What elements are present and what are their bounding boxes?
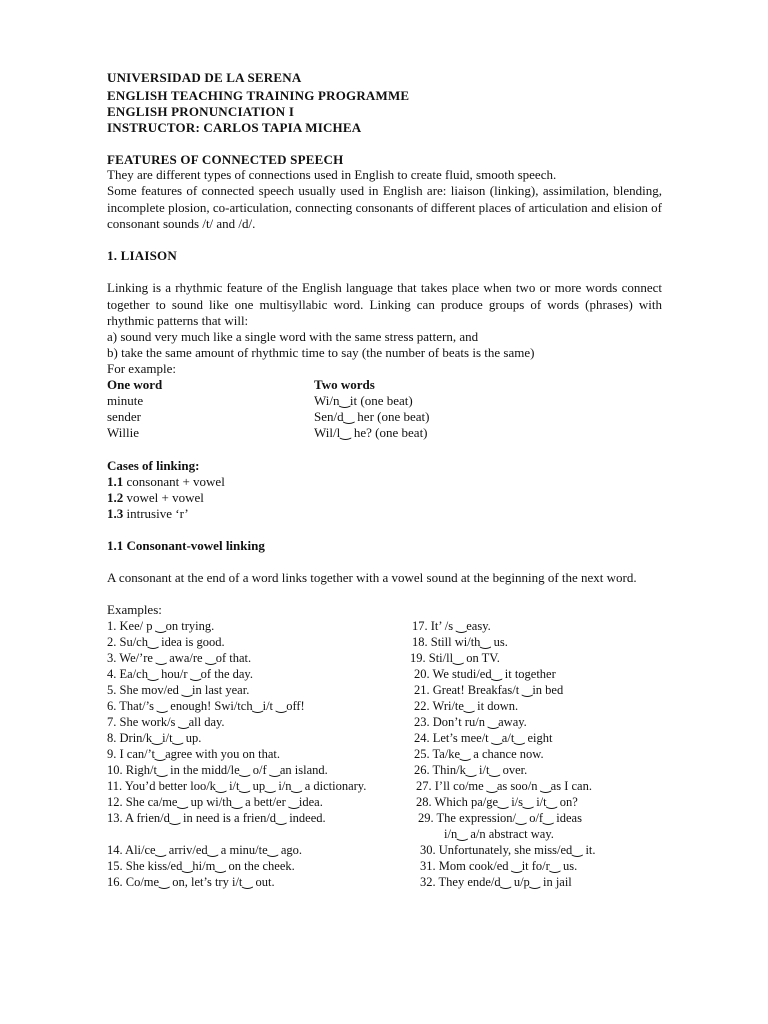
example-item: 11. You’d better loo/k‿ i/t‿ up‿ i/n‿ a dictionary. — [107, 779, 367, 793]
example-item: 3. We/’re ‿ awa/re ‿of that. — [107, 651, 252, 665]
example-item: 13. A frien/d‿ in need is a frien/d‿ indeed. — [107, 811, 326, 825]
two-words-cell: Sen/d‿ her (one beat) — [314, 409, 430, 424]
example-item: 2. Su/ch‿ idea is good. — [107, 635, 225, 649]
example-item: 18. Still wi/th‿ us. — [412, 635, 508, 649]
liaison-item-b: b) take the same amount of rhythmic time to say (the number of beats is the same) — [107, 345, 535, 360]
instructor-name: INSTRUCTOR: CARLOS TAPIA MICHEA — [107, 120, 362, 135]
example-item: 16. Co/me‿ on, let’s try i/t‿ out. — [107, 875, 275, 889]
example-item: 24. Let’s mee/t ‿a/t‿ eight — [414, 731, 553, 745]
case-text: consonant + vowel — [123, 474, 225, 489]
case-item — [107, 490, 204, 506]
example-item: 27. I’ll co/me ‿as soo/n ‿as I can. — [416, 779, 592, 793]
case-number: 1.1 — [107, 474, 124, 489]
cv-description: A consonant at the end of a word links together with a vowel sound at the beginning of the next word. — [107, 570, 637, 585]
cv-heading: 1.1 Consonant-vowel linking — [107, 538, 265, 553]
liaison-heading: 1. LIAISON — [107, 248, 177, 263]
example-item: 10. Righ/t‿ in the midd/le‿ o/f ‿an island. — [107, 763, 328, 777]
examples-label: Examples: — [107, 602, 162, 617]
two-words-cell: Wil/l‿ he? (one beat) — [314, 425, 428, 440]
example-item: 6. That/’s ‿ enough! Swi/tch‿i/t ‿off! — [107, 699, 305, 713]
one-word-cell: minute — [107, 393, 144, 408]
example-item: 8. Drin/k‿i/t‿ up. — [107, 731, 202, 745]
intro-paragraph-1: They are different types of connections used in English to create fluid, smooth speech. — [107, 167, 557, 182]
case-text: intrusive ‘r’ — [123, 506, 189, 521]
case-number: 1.3 — [107, 506, 124, 521]
programme-name: ENGLISH TEACHING TRAINING PROGRAMME — [107, 88, 410, 103]
example-item: 4. Ea/ch‿ hou/r ‿of the day. — [107, 667, 253, 681]
example-item: 1. Kee/ p ‿on trying. — [107, 619, 215, 633]
course-name: ENGLISH PRONUNCIATION I — [107, 104, 295, 119]
example-item: 14. Ali/ce‿ arriv/ed‿ a minu/te‿ ago. — [107, 843, 303, 857]
one-word-cell: Willie — [107, 425, 139, 440]
intro-paragraph-2: Some features of connected speech usually used in English are: liaison (linking), assimilation, blending, incomplete plosion, co-articulation, connecting consonants of different places of articulation and elision of consonant sounds /t/ and /d/. — [107, 183, 662, 231]
example-item: 28. Which pa/ge‿ i/s‿ i/t‿ on? — [416, 795, 578, 809]
for-example-label: For example: — [107, 361, 176, 376]
liaison-item-a: a) sound very much like a single word with the same stress pattern, and — [107, 329, 479, 344]
example-item: 30. Unfortunately, she miss/ed‿ it. — [420, 843, 596, 857]
case-text: vowel + vowel — [123, 490, 204, 505]
example-item: i/n‿ a/n abstract way. — [444, 827, 554, 841]
example-item: 12. She ca/me‿ up wi/th‿ a bett/er ‿idea. — [107, 795, 323, 809]
example-item: 22. Wri/te‿ it down. — [414, 699, 519, 713]
example-item: 19. Sti/ll‿ on TV. — [410, 651, 500, 665]
case-item — [107, 474, 225, 490]
example-item: 21. Great! Breakfas/t ‿in bed — [414, 683, 564, 697]
two-words-cell: Wi/n‿it (one beat) — [314, 393, 413, 408]
example-item: 32. They ende/d‿ u/p‿ in jail — [420, 875, 572, 889]
liaison-paragraph: Linking is a rhythmic feature of the English language that takes place when two or more words connect together to sound like one multisyllabic word. Linking can produce groups of words (phrases) with rhythmic patterns that will: — [107, 280, 662, 328]
one-word-cell: sender — [107, 409, 141, 424]
section-title: FEATURES OF CONNECTED SPEECH — [107, 152, 344, 167]
example-item: 26. Thin/k‿ i/t‿ over. — [414, 763, 528, 777]
case-item — [107, 506, 189, 522]
example-item: 20. We studi/ed‿ it together — [414, 667, 556, 681]
example-item: 29. The expression/‿ o/f‿ ideas — [418, 811, 582, 825]
example-item: 15. She kiss/ed‿hi/m‿ on the cheek. — [107, 859, 295, 873]
example-item: 31. Mom cook/ed ‿it fo/r‿ us. — [420, 859, 578, 873]
one-word-header: One word — [107, 377, 163, 392]
example-item: 17. It’ /s ‿easy. — [412, 619, 491, 633]
example-item: 25. Ta/ke‿ a chance now. — [414, 747, 544, 761]
university-name: UNIVERSIDAD DE LA SERENA — [107, 70, 302, 85]
cases-title: Cases of linking: — [107, 458, 200, 473]
example-item: 7. She work/s ‿all day. — [107, 715, 225, 729]
example-item: 23. Don’t ru/n ‿away. — [414, 715, 527, 729]
example-item: 9. I can/’t‿agree with you on that. — [107, 747, 280, 761]
case-number: 1.2 — [107, 490, 124, 505]
two-words-header: Two words — [314, 377, 375, 392]
example-item: 5. She mov/ed ‿in last year. — [107, 683, 250, 697]
